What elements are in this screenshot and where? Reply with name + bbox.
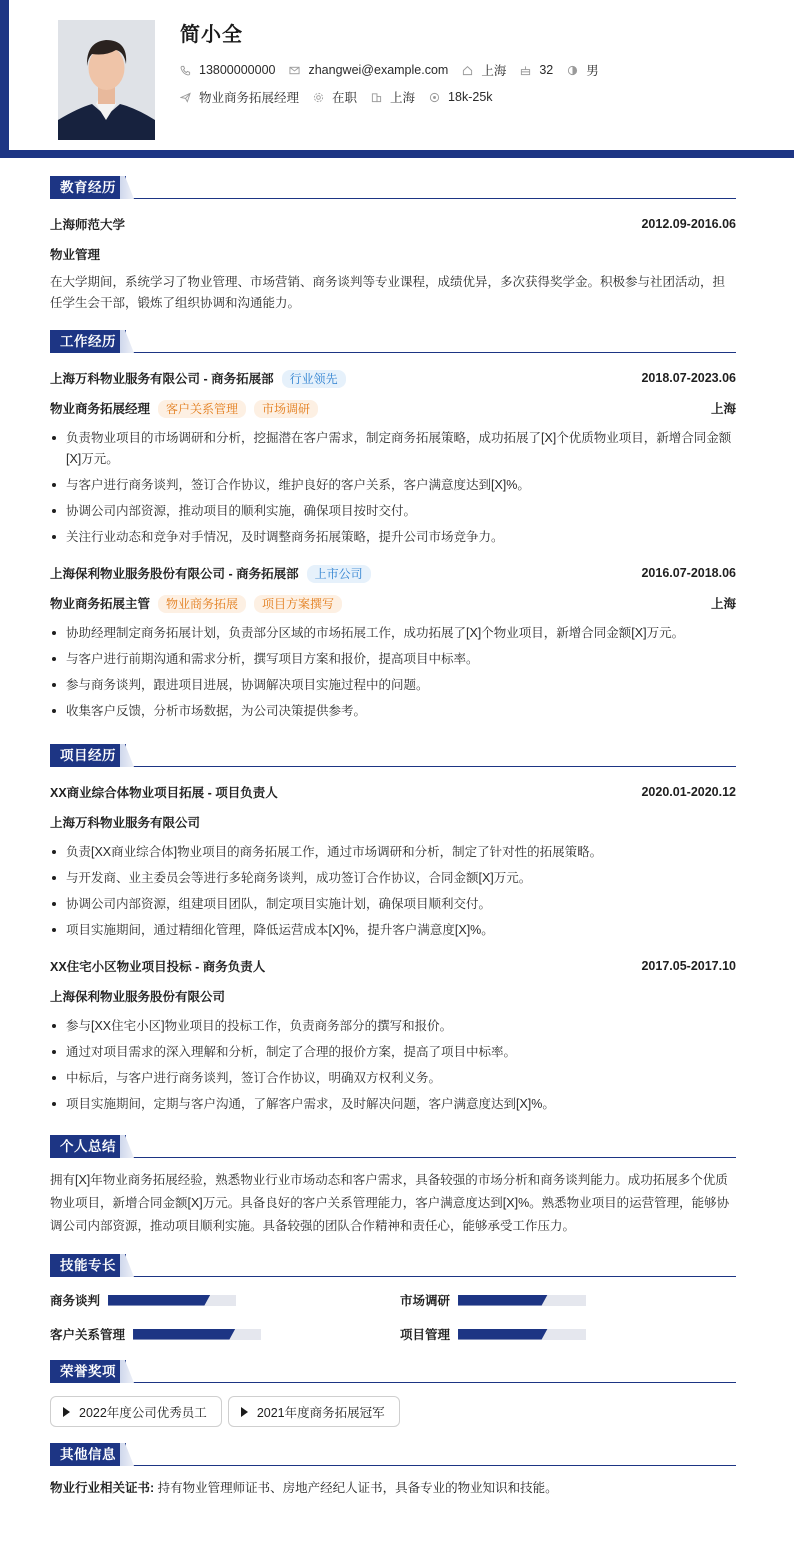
skill-item bbox=[50, 1324, 400, 1344]
job-title-info bbox=[180, 88, 299, 106]
location-info bbox=[462, 61, 506, 79]
play-icon bbox=[241, 1407, 248, 1417]
contact-row bbox=[180, 61, 613, 79]
email-text: zhangwei@example.com bbox=[308, 63, 449, 77]
skill-tag: 市场调研 bbox=[254, 400, 318, 418]
gender-text: 男 bbox=[586, 64, 599, 78]
education-section bbox=[50, 174, 736, 314]
home-icon bbox=[462, 65, 473, 76]
section-header bbox=[50, 742, 736, 767]
company-tag: 上市公司 bbox=[307, 565, 371, 583]
skills-section bbox=[50, 1252, 736, 1344]
gender-info bbox=[567, 61, 599, 79]
section-title-decoration bbox=[120, 1443, 134, 1466]
phone-icon bbox=[180, 65, 191, 76]
target-city-text: 上海 bbox=[390, 91, 416, 105]
work-city: 上海 bbox=[710, 402, 736, 416]
list-item: 协调公司内部资源，组建项目团队，制定项目实施计划，确保项目顺利交付。 bbox=[50, 894, 736, 915]
education-major: 物业管理 bbox=[50, 248, 101, 262]
project-item bbox=[50, 779, 736, 941]
awards-list bbox=[50, 1396, 736, 1427]
project-period: 2020.01-2020.12 bbox=[641, 785, 736, 799]
skill-level-fill bbox=[458, 1295, 548, 1306]
project-section bbox=[50, 742, 736, 1115]
work-header bbox=[50, 560, 736, 586]
list-item: 与开发商、业主委员会等进行多轮商务谈判，成功签订合作协议，合同金额[X]万元。 bbox=[50, 868, 736, 889]
position-name: 物业商务拓展主管 bbox=[50, 596, 151, 611]
section-title-decoration bbox=[120, 330, 134, 353]
position-line bbox=[50, 399, 318, 418]
section-title: 技能专长 bbox=[50, 1254, 126, 1277]
list-item: 项目实施期间，定期与客户沟通，了解客户需求，及时解决问题，客户满意度达到[X]%。 bbox=[50, 1094, 736, 1115]
section-title: 项目经历 bbox=[50, 744, 126, 767]
work-period: 2018.07-2023.06 bbox=[641, 371, 736, 385]
summary-section bbox=[50, 1133, 736, 1238]
candidate-name: 简小全 bbox=[180, 24, 243, 46]
project-name: XX住宅小区物业项目投标 - 商务负责人 bbox=[50, 960, 266, 974]
other-label: 物业行业相关证书: bbox=[50, 1481, 155, 1495]
section-title: 其他信息 bbox=[50, 1443, 126, 1466]
project-period: 2017.05-2017.10 bbox=[641, 959, 736, 973]
skill-tag: 项目方案撰写 bbox=[254, 595, 342, 613]
list-item: 通过对项目需求的深入理解和分析，制定了合理的报价方案，提高了项目中标率。 bbox=[50, 1042, 736, 1063]
section-header bbox=[50, 328, 736, 353]
job-title-text: 物业商务拓展经理 bbox=[199, 91, 300, 105]
skill-name: 商务谈判 bbox=[50, 1294, 101, 1308]
section-title-decoration bbox=[120, 1254, 134, 1277]
play-icon bbox=[63, 1407, 70, 1417]
skill-level-fill bbox=[133, 1329, 235, 1340]
summary-text: 拥有[X]年物业商务拓展经验，熟悉物业行业市场动态和客户需求，具备较强的市场分析和商务谈判能力。成功拓展多个优质物业项目，新增合同金额[X]万元。具备良好的客户关系管理能力，客户满意度达到[X]%。熟悉物业项目的运营管理，能够协调公司内部资源，推动项目顺利实施。具备较强的团队合作精神和责任心，能够承受工作压力。 bbox=[50, 1173, 730, 1233]
list-item: 负责[XX商业综合体]物业项目的商务拓展工作，通过市场调研和分析，制定了针对性的拓展策略。 bbox=[50, 842, 736, 863]
project-name: XX商业综合体物业项目拓展 - 项目负责人 bbox=[50, 786, 278, 800]
work-bullets bbox=[50, 623, 736, 722]
location-text: 上海 bbox=[481, 64, 507, 78]
send-icon bbox=[180, 92, 191, 103]
salary-info bbox=[429, 90, 492, 104]
section-header bbox=[50, 174, 736, 199]
award-text: 2021年度商务拓展冠军 bbox=[256, 1405, 385, 1420]
education-period: 2012.09-2016.06 bbox=[641, 217, 736, 231]
list-item: 与客户进行商务谈判，签订合作协议，维护良好的客户关系，客户满意度达到[X]%。 bbox=[50, 475, 736, 496]
other-section bbox=[50, 1441, 736, 1499]
company-line bbox=[50, 564, 371, 583]
list-item: 与客户进行前期沟通和需求分析，撰写项目方案和报价，提高项目中标率。 bbox=[50, 649, 736, 670]
school-name: 上海师范大学 bbox=[50, 218, 126, 232]
list-item: 项目实施期间，通过精细化管理，降低运营成本[X]%，提升客户满意度[X]%。 bbox=[50, 920, 736, 941]
job-row bbox=[180, 88, 507, 106]
work-bullets bbox=[50, 428, 736, 548]
skill-item bbox=[50, 1290, 400, 1310]
skill-level-fill bbox=[458, 1329, 548, 1340]
list-item: 协助经理制定商务拓展计划，负责部分区域的市场拓展工作，成功拓展了[X]个物业项目，新增合同金额[X]万元。 bbox=[50, 623, 736, 644]
position-row bbox=[50, 395, 736, 421]
project-item bbox=[50, 953, 736, 1115]
project-company: 上海万科物业服务有限公司 bbox=[50, 816, 201, 830]
work-item bbox=[50, 560, 736, 722]
work-city: 上海 bbox=[710, 597, 736, 611]
list-item: 负责物业项目的市场调研和分析，挖掘潜在客户需求，制定商务拓展策略，成功拓展了[X]个优质物业项目，新增合同金额[X]万元。 bbox=[50, 428, 736, 470]
skill-name: 客户关系管理 bbox=[50, 1328, 126, 1342]
status-text: 在职 bbox=[332, 91, 358, 105]
salary-text: 18k-25k bbox=[448, 90, 493, 104]
coin-icon bbox=[429, 92, 440, 103]
skill-level-bar bbox=[133, 1329, 261, 1340]
work-header bbox=[50, 365, 736, 391]
education-header bbox=[50, 211, 736, 237]
list-item: 中标后，与客户进行商务谈判，签订合作协议，明确双方权利义务。 bbox=[50, 1068, 736, 1089]
age-text: 32 bbox=[539, 63, 554, 77]
section-title-decoration bbox=[120, 176, 134, 199]
section-title-decoration bbox=[120, 744, 134, 767]
award-badge bbox=[228, 1396, 400, 1427]
skill-tag: 物业商务拓展 bbox=[158, 595, 246, 613]
work-item bbox=[50, 365, 736, 548]
building-icon bbox=[371, 92, 382, 103]
skill-item bbox=[400, 1324, 736, 1344]
other-info bbox=[50, 1478, 736, 1499]
mail-icon bbox=[289, 65, 300, 76]
skills-grid bbox=[50, 1290, 736, 1344]
project-company: 上海保利物业服务股份有限公司 bbox=[50, 990, 226, 1004]
work-section bbox=[50, 328, 736, 722]
skill-level-bar bbox=[458, 1295, 586, 1306]
avatar-photo-icon bbox=[58, 20, 155, 140]
section-title: 工作经历 bbox=[50, 330, 126, 353]
section-header bbox=[50, 1441, 736, 1466]
skill-name: 项目管理 bbox=[400, 1328, 451, 1342]
company-name: 上海万科物业服务有限公司 - 商务拓展部 bbox=[50, 371, 274, 386]
project-header bbox=[50, 953, 736, 979]
company-line bbox=[50, 369, 346, 388]
list-item: 参与[XX住宅小区]物业项目的投标工作，负责商务部分的撰写和报价。 bbox=[50, 1016, 736, 1037]
phone-text: 13800000000 bbox=[199, 63, 276, 77]
list-item: 参与商务谈判，跟进项目进展，协调解决项目实施过程中的问题。 bbox=[50, 675, 736, 696]
email-info bbox=[289, 63, 448, 77]
gender-icon bbox=[567, 65, 578, 76]
section-header bbox=[50, 1252, 736, 1277]
skill-name: 市场调研 bbox=[400, 1294, 451, 1308]
section-title-decoration bbox=[120, 1135, 134, 1158]
position-row bbox=[50, 590, 736, 616]
project-header bbox=[50, 779, 736, 805]
other-text: 持有物业管理师证书、房地产经纪人证书，具备专业的物业知识和技能。 bbox=[157, 1481, 558, 1495]
age-info bbox=[520, 63, 553, 77]
section-header bbox=[50, 1133, 736, 1158]
section-title: 个人总结 bbox=[50, 1135, 126, 1158]
resume-body bbox=[50, 174, 736, 1499]
gear-icon bbox=[313, 92, 324, 103]
skill-level-bar bbox=[458, 1329, 586, 1340]
position-line bbox=[50, 594, 342, 613]
award-badge bbox=[50, 1396, 222, 1427]
skill-item bbox=[400, 1290, 736, 1310]
position-name: 物业商务拓展经理 bbox=[50, 401, 151, 416]
skill-tag: 客户关系管理 bbox=[158, 400, 246, 418]
company-tag: 行业领先 bbox=[282, 370, 346, 388]
education-description: 在大学期间，系统学习了物业管理、市场营销、商务谈判等专业课程，成绩优异，多次获得奖学金。积极参与社团活动，担任学生会干部，锻炼了组织协调和沟通能力。 bbox=[50, 275, 726, 310]
skill-level-fill bbox=[108, 1295, 210, 1306]
section-title: 教育经历 bbox=[50, 176, 126, 199]
section-title: 荣誉奖项 bbox=[50, 1360, 126, 1383]
award-text: 2022年度公司优秀员工 bbox=[79, 1405, 207, 1420]
work-period: 2016.07-2018.06 bbox=[641, 566, 736, 580]
project-bullets bbox=[50, 1016, 736, 1115]
target-city-info bbox=[371, 88, 415, 106]
skill-level-bar bbox=[108, 1295, 236, 1306]
avatar bbox=[58, 20, 155, 140]
section-header bbox=[50, 1358, 736, 1383]
phone-info bbox=[180, 63, 275, 77]
list-item: 关注行业动态和竞争对手情况，及时调整商务拓展策略，提升公司市场竞争力。 bbox=[50, 527, 736, 548]
awards-section bbox=[50, 1358, 736, 1427]
list-item: 收集客户反馈，分析市场数据，为公司决策提供参考。 bbox=[50, 701, 736, 722]
project-bullets bbox=[50, 842, 736, 941]
cake-icon bbox=[520, 65, 531, 76]
status-info bbox=[313, 88, 357, 106]
company-name: 上海保利物业服务股份有限公司 - 商务拓展部 bbox=[50, 566, 299, 581]
section-title-decoration bbox=[120, 1360, 134, 1383]
list-item: 协调公司内部资源，推动项目的顺利实施，确保项目按时交付。 bbox=[50, 501, 736, 522]
